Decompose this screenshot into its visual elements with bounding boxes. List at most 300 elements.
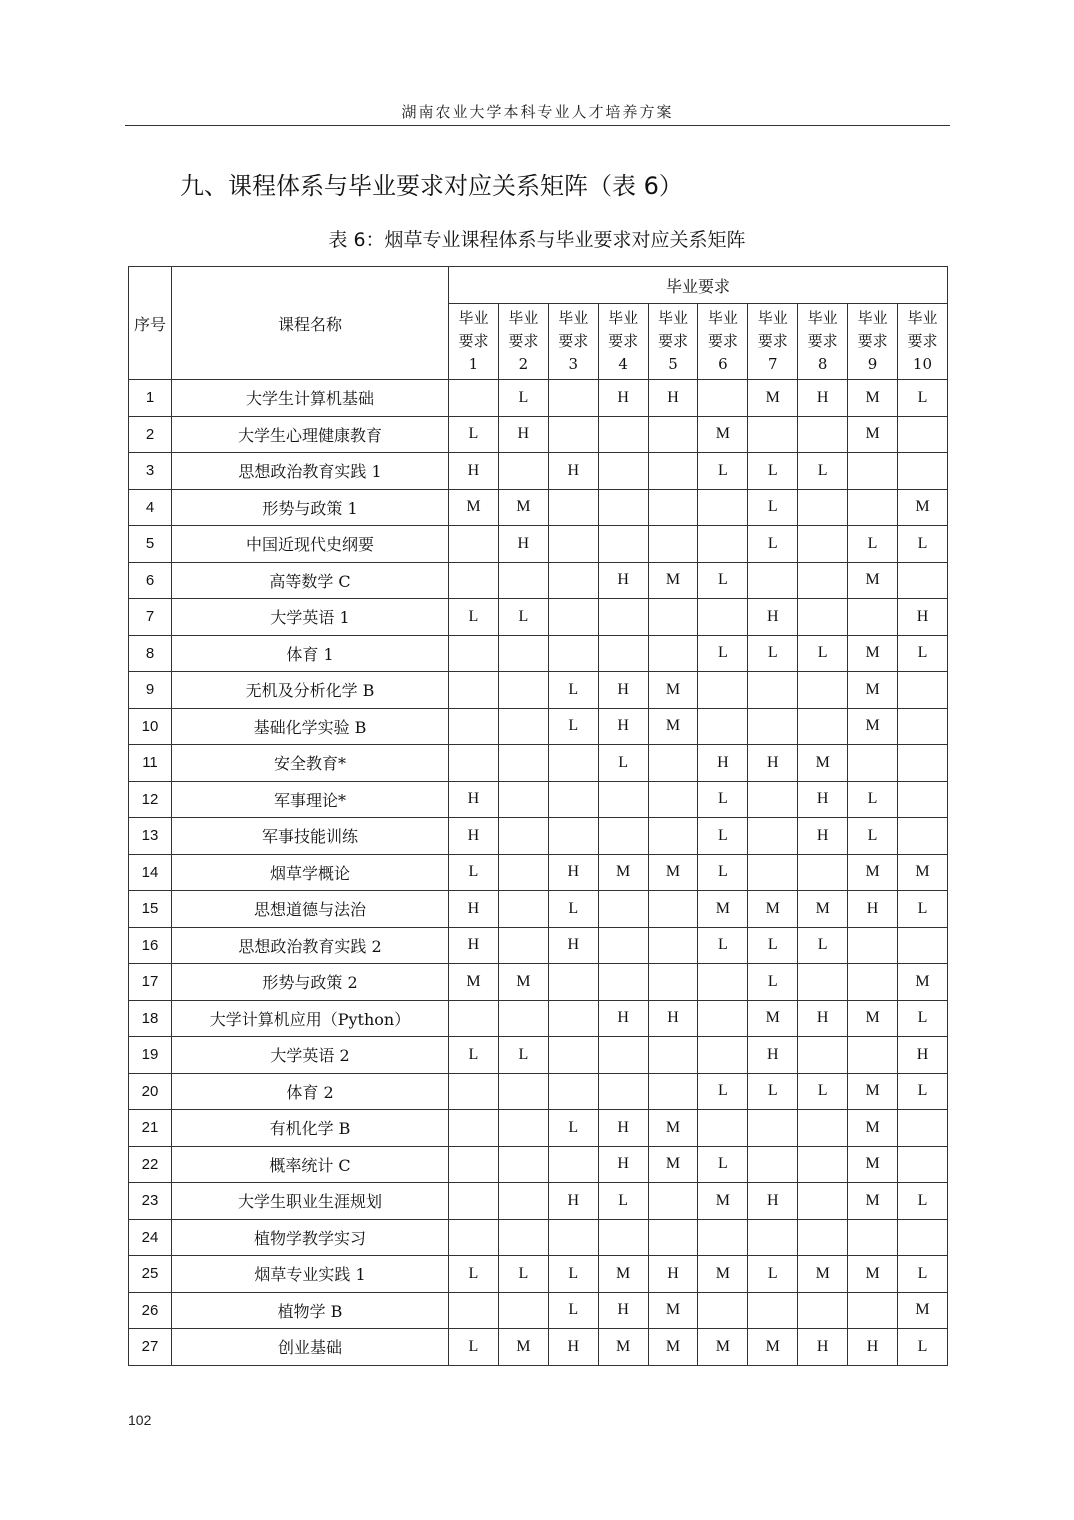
table-row [129, 416, 948, 453]
requirement-level-cell [798, 672, 848, 709]
requirement-level-cell [548, 562, 598, 599]
requirement-level-cell [548, 526, 598, 563]
row-number: 21 [129, 1110, 172, 1147]
requirement-level-cell: L [698, 562, 748, 599]
course-name: 思想政治教育实践 1 [172, 453, 449, 490]
requirement-level-cell: L [698, 781, 748, 818]
course-name: 烟草专业实践 1 [172, 1256, 449, 1293]
requirement-level-cell [598, 891, 648, 928]
requirement-level-cell [548, 380, 598, 417]
course-name: 军事理论* [172, 781, 449, 818]
page-number: 102 [128, 1412, 152, 1428]
requirement-level-cell [898, 672, 948, 709]
requirement-level-cell [548, 1073, 598, 1110]
row-number: 8 [129, 635, 172, 672]
requirement-level-cell [898, 818, 948, 855]
course-name: 形势与政策 1 [172, 489, 449, 526]
requirement-level-cell [698, 1000, 748, 1037]
requirement-level-cell: M [848, 708, 898, 745]
requirement-level-cell: L [698, 1073, 748, 1110]
requirement-level-cell: H [449, 927, 499, 964]
requirement-level-cell [698, 672, 748, 709]
requirement-level-cell: L [898, 1000, 948, 1037]
requirement-header-line1: 毕业 [508, 309, 539, 327]
row-number: 24 [129, 1219, 172, 1256]
requirement-level-cell: M [748, 1000, 798, 1037]
requirement-level-cell [698, 708, 748, 745]
requirement-level-cell: H [548, 927, 598, 964]
requirement-level-cell [698, 1219, 748, 1256]
requirement-level-cell: H [648, 1000, 698, 1037]
requirement-level-cell: M [748, 1329, 798, 1366]
requirement-level-cell: L [449, 1256, 499, 1293]
requirement-level-cell [548, 635, 598, 672]
requirement-level-cell: H [498, 526, 548, 563]
requirement-header-line3: 1 [468, 355, 479, 373]
row-number: 19 [129, 1037, 172, 1074]
requirement-header-line1: 毕业 [857, 309, 888, 327]
requirement-level-cell: L [748, 635, 798, 672]
requirement-level-cell [898, 416, 948, 453]
requirement-level-cell [498, 672, 548, 709]
course-name: 大学生职业生涯规划 [172, 1183, 449, 1220]
requirement-level-cell: L [798, 453, 848, 490]
requirement-level-cell: H [648, 380, 698, 417]
course-name: 中国近现代史纲要 [172, 526, 449, 563]
row-number: 27 [129, 1329, 172, 1366]
requirement-level-cell: H [698, 745, 748, 782]
requirement-level-cell [449, 1110, 499, 1147]
requirement-level-cell [548, 1037, 598, 1074]
requirement-level-cell [648, 1183, 698, 1220]
section-title: 九、课程体系与毕业要求对应关系矩阵（表 6） [180, 172, 683, 200]
requirement-level-cell [898, 708, 948, 745]
requirement-level-cell: M [848, 854, 898, 891]
requirement-level-cell [548, 1219, 598, 1256]
requirement-level-cell: L [548, 708, 598, 745]
table-row [129, 380, 948, 417]
requirement-header-line1: 毕业 [458, 309, 489, 327]
row-number: 17 [129, 964, 172, 1001]
requirement-level-cell [598, 489, 648, 526]
requirement-level-cell [449, 1292, 499, 1329]
requirement-level-cell: M [498, 1329, 548, 1366]
table-row [129, 1219, 948, 1256]
requirement-level-cell [748, 1146, 798, 1183]
requirement-header-line1: 毕业 [608, 309, 639, 327]
requirement-level-cell [898, 562, 948, 599]
row-number: 3 [129, 453, 172, 490]
requirement-level-cell [848, 1292, 898, 1329]
col-header-requirement-1 [449, 304, 499, 380]
requirement-level-cell [598, 818, 648, 855]
requirement-level-cell: L [898, 1256, 948, 1293]
requirement-level-cell: L [898, 1183, 948, 1220]
requirement-level-cell: L [748, 1256, 798, 1293]
requirement-level-cell: M [798, 891, 848, 928]
requirement-level-cell [798, 854, 848, 891]
row-number: 7 [129, 599, 172, 636]
requirement-level-cell: H [449, 818, 499, 855]
requirement-level-cell: L [798, 927, 848, 964]
requirement-level-cell: M [848, 635, 898, 672]
requirement-level-cell: L [898, 891, 948, 928]
requirement-level-cell: H [798, 1000, 848, 1037]
requirement-level-cell: L [898, 635, 948, 672]
course-name: 大学计算机应用（Python） [172, 1000, 449, 1037]
requirement-level-cell: M [698, 1256, 748, 1293]
row-number: 25 [129, 1256, 172, 1293]
row-number: 20 [129, 1073, 172, 1110]
requirement-level-cell [648, 599, 698, 636]
requirement-level-cell [898, 927, 948, 964]
requirement-level-cell: L [449, 416, 499, 453]
requirement-level-cell: M [498, 964, 548, 1001]
requirement-level-cell [548, 416, 598, 453]
table-row [129, 854, 948, 891]
requirement-level-cell: M [898, 854, 948, 891]
requirement-level-cell [648, 891, 698, 928]
requirement-level-cell: H [548, 1183, 598, 1220]
requirement-level-cell: L [898, 1073, 948, 1110]
requirement-level-cell: L [898, 1329, 948, 1366]
course-name: 大学英语 1 [172, 599, 449, 636]
requirement-level-cell [548, 781, 598, 818]
course-name: 有机化学 B [172, 1110, 449, 1147]
requirement-level-cell: H [798, 1329, 848, 1366]
requirement-level-cell: H [498, 416, 548, 453]
requirement-level-cell: H [798, 818, 848, 855]
requirement-level-cell: M [449, 964, 499, 1001]
course-name: 烟草学概论 [172, 854, 449, 891]
requirement-level-cell: M [698, 1329, 748, 1366]
table-row [129, 1110, 948, 1147]
requirement-level-cell [449, 380, 499, 417]
requirement-level-cell [498, 453, 548, 490]
requirement-level-cell: M [898, 964, 948, 1001]
course-name: 无机及分析化学 B [172, 672, 449, 709]
requirement-level-cell [798, 1219, 848, 1256]
requirement-level-cell [798, 526, 848, 563]
requirement-level-cell [498, 1073, 548, 1110]
row-number: 11 [129, 745, 172, 782]
course-name: 军事技能训练 [172, 818, 449, 855]
requirement-level-cell [449, 708, 499, 745]
requirement-level-cell: L [498, 1256, 548, 1293]
requirement-header-line3: 8 [817, 355, 828, 373]
requirement-level-cell [598, 964, 648, 1001]
requirement-level-cell [598, 927, 648, 964]
requirement-level-cell [798, 416, 848, 453]
requirement-level-cell: L [748, 927, 798, 964]
requirement-level-cell [898, 1110, 948, 1147]
requirement-header-line2: 要求 [807, 332, 838, 350]
requirement-level-cell: M [848, 1256, 898, 1293]
col-header-requirement-6 [698, 304, 748, 380]
requirement-level-cell: M [498, 489, 548, 526]
requirement-level-cell [548, 818, 598, 855]
requirement-level-cell: L [698, 453, 748, 490]
requirement-level-cell [798, 1037, 848, 1074]
requirement-header-line2: 要求 [907, 332, 938, 350]
requirement-level-cell: M [648, 562, 698, 599]
requirement-level-cell [748, 416, 798, 453]
row-number: 18 [129, 1000, 172, 1037]
requirement-level-cell [449, 1073, 499, 1110]
table-row [129, 781, 948, 818]
requirement-level-cell: H [798, 380, 848, 417]
requirement-level-cell [698, 964, 748, 1001]
table-caption: 表 6：烟草专业课程体系与毕业要求对应关系矩阵 [328, 229, 746, 251]
course-name: 概率统计 C [172, 1146, 449, 1183]
requirement-level-cell: H [598, 708, 648, 745]
requirement-level-cell: H [848, 1329, 898, 1366]
requirement-level-cell [498, 1110, 548, 1147]
requirement-level-cell: L [598, 745, 648, 782]
requirement-level-cell: L [548, 1292, 598, 1329]
requirement-level-cell [798, 1146, 848, 1183]
requirement-level-cell: H [648, 1256, 698, 1293]
requirement-level-cell: L [798, 1073, 848, 1110]
requirement-level-cell: H [598, 380, 648, 417]
requirement-level-cell [798, 964, 848, 1001]
requirement-level-cell: M [848, 1073, 898, 1110]
requirement-level-cell [648, 635, 698, 672]
requirement-level-cell [848, 489, 898, 526]
requirement-level-cell: H [898, 599, 948, 636]
course-name: 体育 1 [172, 635, 449, 672]
requirement-level-cell: L [449, 1037, 499, 1074]
running-header: 湖南农业大学本科专业人才培养方案 [401, 103, 674, 121]
table-row [129, 599, 948, 636]
table-row [129, 1183, 948, 1220]
requirement-level-cell [698, 599, 748, 636]
requirement-level-cell [498, 854, 548, 891]
col-header-group-requirements: 毕业要求 [449, 267, 948, 304]
requirement-level-cell: L [698, 927, 748, 964]
table-row [129, 1073, 948, 1110]
col-header-requirement-5 [648, 304, 698, 380]
requirement-level-cell [598, 453, 648, 490]
requirement-level-cell [848, 599, 898, 636]
requirement-level-cell [498, 818, 548, 855]
requirement-level-cell [548, 964, 598, 1001]
requirement-level-cell: L [698, 635, 748, 672]
course-name: 思想道德与法治 [172, 891, 449, 928]
requirement-level-cell [848, 453, 898, 490]
requirement-level-cell [748, 818, 798, 855]
requirement-level-cell [449, 745, 499, 782]
requirement-level-cell [798, 1292, 848, 1329]
requirement-level-cell: H [548, 453, 598, 490]
requirement-level-cell [648, 453, 698, 490]
requirement-level-cell [648, 818, 698, 855]
requirement-level-cell: L [698, 854, 748, 891]
requirement-level-cell [449, 562, 499, 599]
requirement-header-line3: 6 [718, 355, 728, 373]
requirement-level-cell: M [648, 1146, 698, 1183]
row-number: 1 [129, 380, 172, 417]
requirement-level-cell [648, 745, 698, 782]
requirement-header-line1: 毕业 [807, 309, 838, 327]
requirement-level-cell: M [898, 1292, 948, 1329]
course-name: 安全教育* [172, 745, 449, 782]
col-header-requirement-4 [598, 304, 648, 380]
requirement-level-cell: H [748, 599, 798, 636]
requirement-level-cell [449, 526, 499, 563]
col-header-requirement-2 [498, 304, 548, 380]
requirement-level-cell [798, 562, 848, 599]
course-name: 大学生心理健康教育 [172, 416, 449, 453]
requirement-level-cell [648, 1073, 698, 1110]
col-header-requirement-10 [898, 304, 948, 380]
requirement-level-cell: L [698, 818, 748, 855]
requirement-level-cell: L [898, 526, 948, 563]
requirement-header-line3: 5 [668, 355, 678, 373]
requirement-level-cell: M [848, 1183, 898, 1220]
requirement-level-cell: M [748, 380, 798, 417]
requirement-level-cell [648, 781, 698, 818]
requirement-level-cell [748, 781, 798, 818]
col-header-no: 序号 [129, 267, 172, 380]
requirement-level-cell: L [449, 854, 499, 891]
requirement-level-cell: M [748, 891, 798, 928]
requirement-level-cell [548, 1000, 598, 1037]
table-row [129, 927, 948, 964]
requirement-level-cell: M [698, 891, 748, 928]
requirement-level-cell [449, 1219, 499, 1256]
course-name: 体育 2 [172, 1073, 449, 1110]
requirement-header-line3: 9 [867, 355, 878, 373]
requirement-level-cell: H [449, 781, 499, 818]
requirement-header-line2: 要求 [458, 332, 489, 350]
requirement-level-cell [598, 1073, 648, 1110]
requirement-level-cell [598, 635, 648, 672]
requirement-level-cell [598, 781, 648, 818]
requirement-level-cell [648, 964, 698, 1001]
requirement-level-cell [498, 891, 548, 928]
requirement-header-line2: 要求 [757, 332, 788, 350]
requirement-level-cell [548, 745, 598, 782]
requirement-level-cell [648, 416, 698, 453]
course-requirement-matrix [128, 266, 948, 1366]
requirement-header-line2: 要求 [558, 332, 589, 350]
requirement-level-cell [898, 1146, 948, 1183]
requirement-level-cell [848, 745, 898, 782]
requirement-level-cell [449, 1183, 499, 1220]
row-number: 14 [129, 854, 172, 891]
requirement-header-line2: 要求 [508, 332, 539, 350]
requirement-level-cell [449, 672, 499, 709]
row-number: 15 [129, 891, 172, 928]
table-row [129, 562, 948, 599]
course-name: 形势与政策 2 [172, 964, 449, 1001]
requirement-level-cell: M [848, 672, 898, 709]
requirement-level-cell [698, 1110, 748, 1147]
requirement-level-cell: L [748, 526, 798, 563]
requirement-level-cell: L [848, 781, 898, 818]
requirement-level-cell: H [598, 672, 648, 709]
requirement-header-line2: 要求 [707, 332, 738, 350]
requirement-level-cell [748, 1110, 798, 1147]
requirement-level-cell [548, 599, 598, 636]
table-row [129, 635, 948, 672]
requirement-level-cell [748, 672, 798, 709]
requirement-header-line2: 要求 [608, 332, 639, 350]
requirement-level-cell [798, 708, 848, 745]
row-number: 23 [129, 1183, 172, 1220]
requirement-level-cell: L [548, 891, 598, 928]
table-row [129, 1000, 948, 1037]
requirement-level-cell [498, 708, 548, 745]
row-number: 22 [129, 1146, 172, 1183]
course-name: 大学英语 2 [172, 1037, 449, 1074]
requirement-header-line3: 7 [768, 355, 778, 373]
requirement-level-cell: H [548, 854, 598, 891]
requirement-level-cell: M [848, 1146, 898, 1183]
requirement-level-cell: M [449, 489, 499, 526]
requirement-level-cell [498, 927, 548, 964]
requirement-level-cell [648, 526, 698, 563]
requirement-level-cell [848, 1037, 898, 1074]
requirement-level-cell: H [548, 1329, 598, 1366]
course-name: 大学生计算机基础 [172, 380, 449, 417]
requirement-level-cell [598, 599, 648, 636]
requirement-header-line3: 4 [618, 355, 628, 373]
requirement-level-cell: M [698, 416, 748, 453]
requirement-level-cell: L [498, 1037, 548, 1074]
requirement-level-cell: M [898, 489, 948, 526]
requirement-level-cell: L [698, 1146, 748, 1183]
requirement-level-cell: L [748, 1073, 798, 1110]
requirement-level-cell [498, 562, 548, 599]
requirement-level-cell: L [748, 489, 798, 526]
course-name: 高等数学 C [172, 562, 449, 599]
row-number: 5 [129, 526, 172, 563]
row-number: 13 [129, 818, 172, 855]
requirement-level-cell [898, 781, 948, 818]
requirement-level-cell [848, 927, 898, 964]
requirement-header-line1: 毕业 [558, 309, 589, 327]
requirement-level-cell: M [598, 854, 648, 891]
requirement-level-cell [848, 1219, 898, 1256]
requirement-level-cell: H [748, 745, 798, 782]
requirement-level-cell [698, 526, 748, 563]
requirement-level-cell: M [848, 562, 898, 599]
requirement-level-cell [498, 1292, 548, 1329]
table-row [129, 1037, 948, 1074]
requirement-level-cell: H [848, 891, 898, 928]
requirement-level-cell [449, 635, 499, 672]
requirement-level-cell: M [798, 745, 848, 782]
header-divider [125, 125, 950, 126]
table-row [129, 964, 948, 1001]
requirement-level-cell: H [798, 781, 848, 818]
requirement-level-cell: L [748, 453, 798, 490]
col-header-course-name: 课程名称 [172, 267, 449, 380]
row-number: 26 [129, 1292, 172, 1329]
table-row [129, 1292, 948, 1329]
requirement-level-cell: H [598, 1110, 648, 1147]
table-row [129, 1146, 948, 1183]
requirement-level-cell [748, 854, 798, 891]
requirement-header-line1: 毕业 [707, 309, 738, 327]
requirement-level-cell: M [798, 1256, 848, 1293]
requirement-level-cell [798, 599, 848, 636]
requirement-level-cell: H [898, 1037, 948, 1074]
course-name: 思想政治教育实践 2 [172, 927, 449, 964]
requirement-level-cell: M [648, 854, 698, 891]
